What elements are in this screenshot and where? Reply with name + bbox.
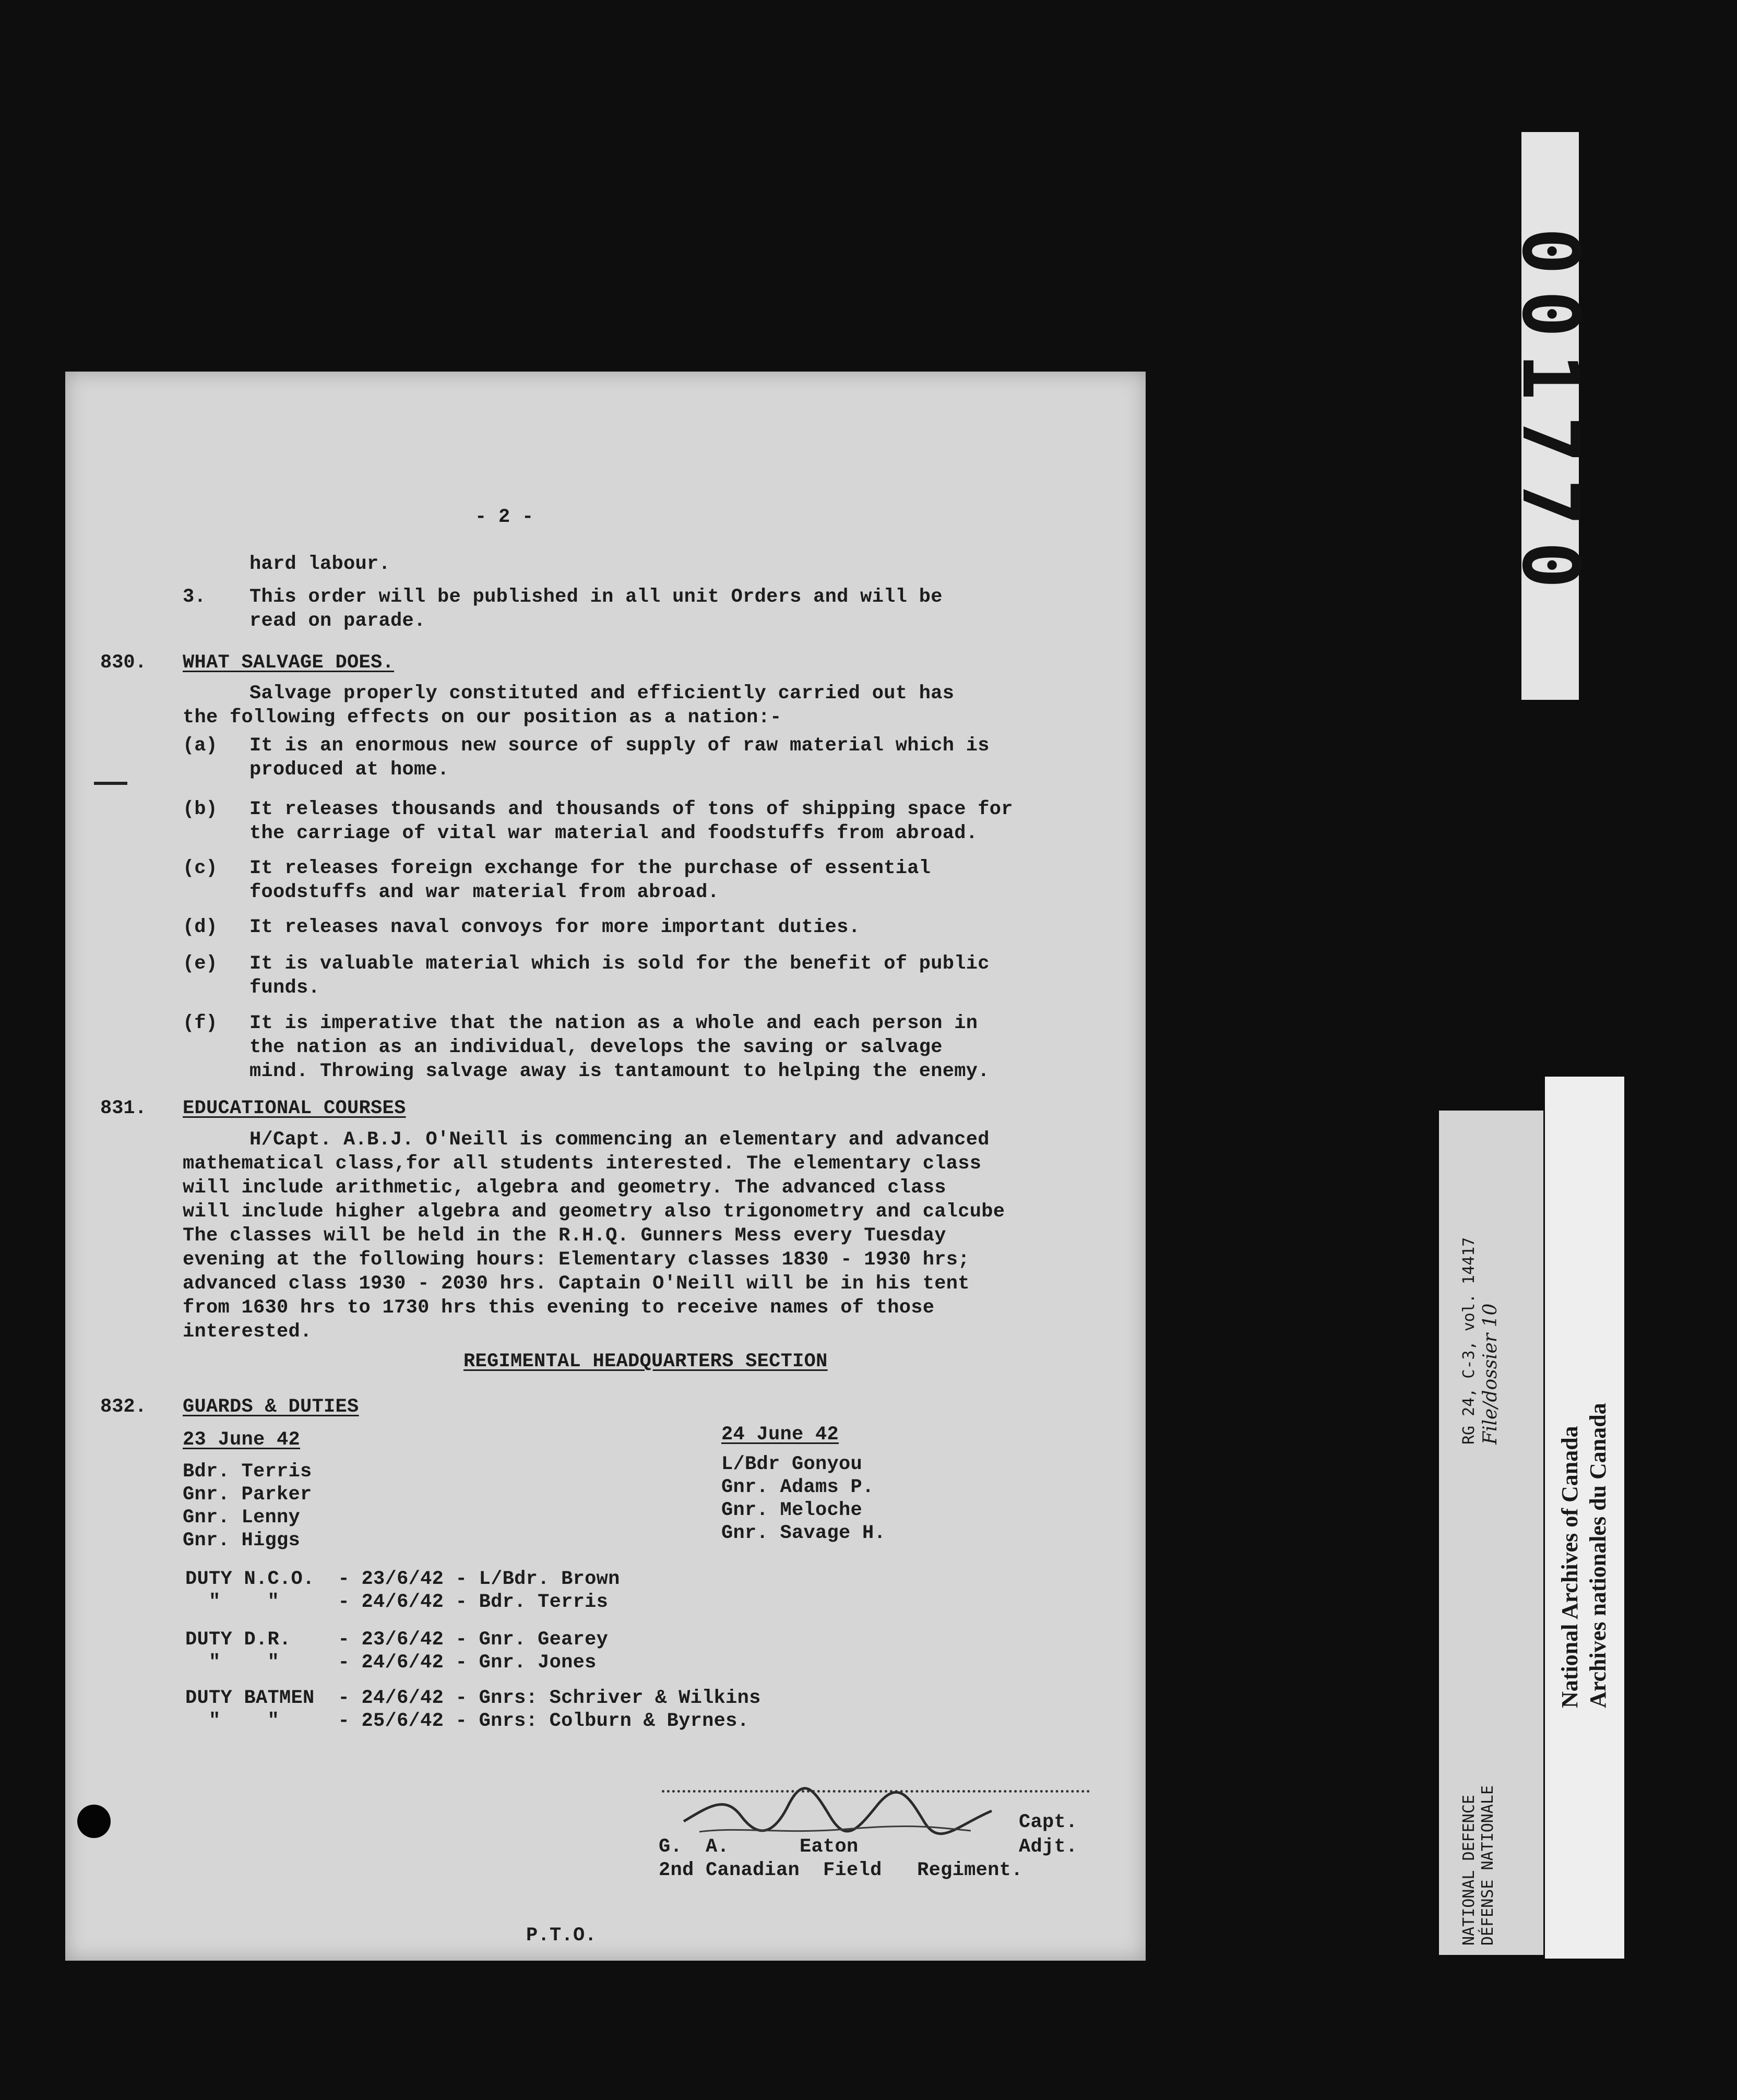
item-line: It releases thousands and thousands of tons of shipping space for — [249, 798, 1013, 820]
frame-number: 001770 — [1505, 228, 1596, 604]
margin-mark — [94, 782, 127, 785]
sec832-title: GUARDS & DUTIES — [183, 1396, 359, 1418]
sec830-title: WHAT SALVAGE DOES. — [183, 652, 395, 674]
guard-name: Gnr. Meloche — [721, 1499, 863, 1521]
item-line: foodstuffs and war material from abroad. — [249, 881, 720, 903]
guard-name: L/Bdr Gonyou — [721, 1453, 863, 1475]
duty-line: " " - 24/6/42 - Gnr. Jones — [185, 1652, 597, 1674]
item-line: It is an enormous new source of supply of raw material which is — [249, 735, 990, 757]
item-line: produced at home. — [249, 759, 449, 781]
guard-name: Bdr. Terris — [183, 1461, 312, 1483]
item-line: funds. — [249, 977, 320, 999]
sec831-line: evening at the following hours: Elementary classes 1830 - 1930 hrs; — [183, 1249, 970, 1271]
sec831-line: will include arithmetic, algebra and geometry. The advanced class — [183, 1177, 946, 1199]
guard-name: Gnr. Higgs — [183, 1530, 301, 1552]
archives-name-fr: Archives nationales du Canada — [1585, 1403, 1611, 1708]
frame-number-stamp — [1505, 132, 1596, 700]
signature-rank: Capt. — [1019, 1811, 1078, 1833]
item-line: the carriage of vital war material and foodstuffs from abroad. — [249, 822, 978, 844]
guard-name: Gnr. Savage H. — [721, 1522, 886, 1544]
sec831-number: 831. — [100, 1097, 147, 1119]
sec831-line: will include higher algebra and geometry also trigonometry and calcube — [183, 1201, 1005, 1223]
item-label: (e) — [183, 953, 218, 975]
department-en: NATIONAL DEFENCE — [1460, 1795, 1478, 1946]
archives-name-label — [1545, 1077, 1624, 1959]
sec831-title: EDUCATIONAL COURSES — [183, 1097, 406, 1119]
sec830-number: 830. — [100, 652, 147, 674]
sec830-intro-1: Salvage properly constituted and efficiently carried out has — [249, 683, 955, 705]
please-turn-over: P.T.O. — [526, 1925, 597, 1947]
para3-line2: read on parade. — [249, 610, 426, 632]
continuation-text: hard labour. — [249, 553, 391, 575]
sec831-line: The classes will be held in the R.H.Q. Gunners Mess every Tuesday — [183, 1225, 946, 1247]
punch-hole — [77, 1805, 111, 1838]
sec831-line: H/Capt. A.B.J. O'Neill is commencing an elementary and advanced — [249, 1129, 990, 1151]
item-line: the nation as an individual, develops the saving or salvage — [249, 1036, 943, 1058]
sec830-intro-2: the following effects on our position as a nation:- — [183, 707, 782, 729]
duty-line: " " - 24/6/42 - Bdr. Terris — [185, 1591, 609, 1613]
guard-name: Gnr. Adams P. — [721, 1476, 874, 1498]
signature-role: Adjt. — [1019, 1836, 1078, 1858]
item-line: mind. Throwing salvage away is tantamount to helping the enemy. — [249, 1060, 990, 1082]
item-label: (a) — [183, 735, 218, 757]
item-label: (d) — [183, 916, 218, 938]
guard-name: Gnr. Lenny — [183, 1507, 301, 1529]
item-line: It is imperative that the nation as a whole and each person in — [249, 1012, 978, 1034]
duty-line: DUTY D.R. - 23/6/42 - Gnr. Gearey — [185, 1629, 609, 1651]
para3-line1: This order will be published in all unit Orders and will be — [249, 586, 943, 608]
duty-line: " " - 25/6/42 - Gnrs: Colburn & Byrnes. — [185, 1710, 749, 1732]
duty-line: DUTY N.C.O. - 23/6/42 - L/Bdr. Brown — [185, 1568, 620, 1590]
signature-unit: 2nd Canadian Field Regiment. — [659, 1859, 1023, 1881]
rhq-section-heading: REGIMENTAL HEADQUARTERS SECTION — [463, 1351, 828, 1373]
duty-line: DUTY BATMEN - 24/6/42 - Gnrs: Schriver & Wilkins — [185, 1687, 761, 1709]
para3-number: 3. — [183, 586, 206, 608]
department-fr: DÉFENSE NATIONALE — [1479, 1785, 1497, 1946]
guard-date: 23 June 42 — [183, 1429, 301, 1451]
archive-file: File/dossier 10 — [1480, 1303, 1501, 1445]
archive-reference: RG 24, C-3, vol. 14417 — [1460, 1237, 1478, 1445]
item-label: (b) — [183, 798, 218, 820]
guard-name: Gnr. Parker — [183, 1484, 312, 1506]
item-label: (c) — [183, 857, 218, 879]
page-number: - 2 - — [475, 506, 534, 528]
sec832-number: 832. — [100, 1396, 147, 1418]
archives-name-en: National Archives of Canada — [1557, 1426, 1583, 1708]
item-label: (f) — [183, 1012, 218, 1034]
archive-reference-label — [1439, 1111, 1543, 1955]
guard-date: 24 June 42 — [721, 1424, 839, 1446]
sec831-line: mathematical class,for all students interested. The elementary class — [183, 1153, 982, 1175]
sec831-line: advanced class 1930 - 2030 hrs. Captain O'Neill will be in his tent — [183, 1273, 970, 1295]
item-line: It is valuable material which is sold for the benefit of public — [249, 953, 990, 975]
signature-name: G. A. Eaton — [659, 1836, 859, 1858]
sec831-line: interested. — [183, 1321, 312, 1343]
sec831-line: from 1630 hrs to 1730 hrs this evening to receive names of those — [183, 1297, 935, 1319]
item-line: It releases foreign exchange for the purchase of essential — [249, 857, 931, 879]
item-line: It releases naval convoys for more important duties. — [249, 916, 861, 938]
